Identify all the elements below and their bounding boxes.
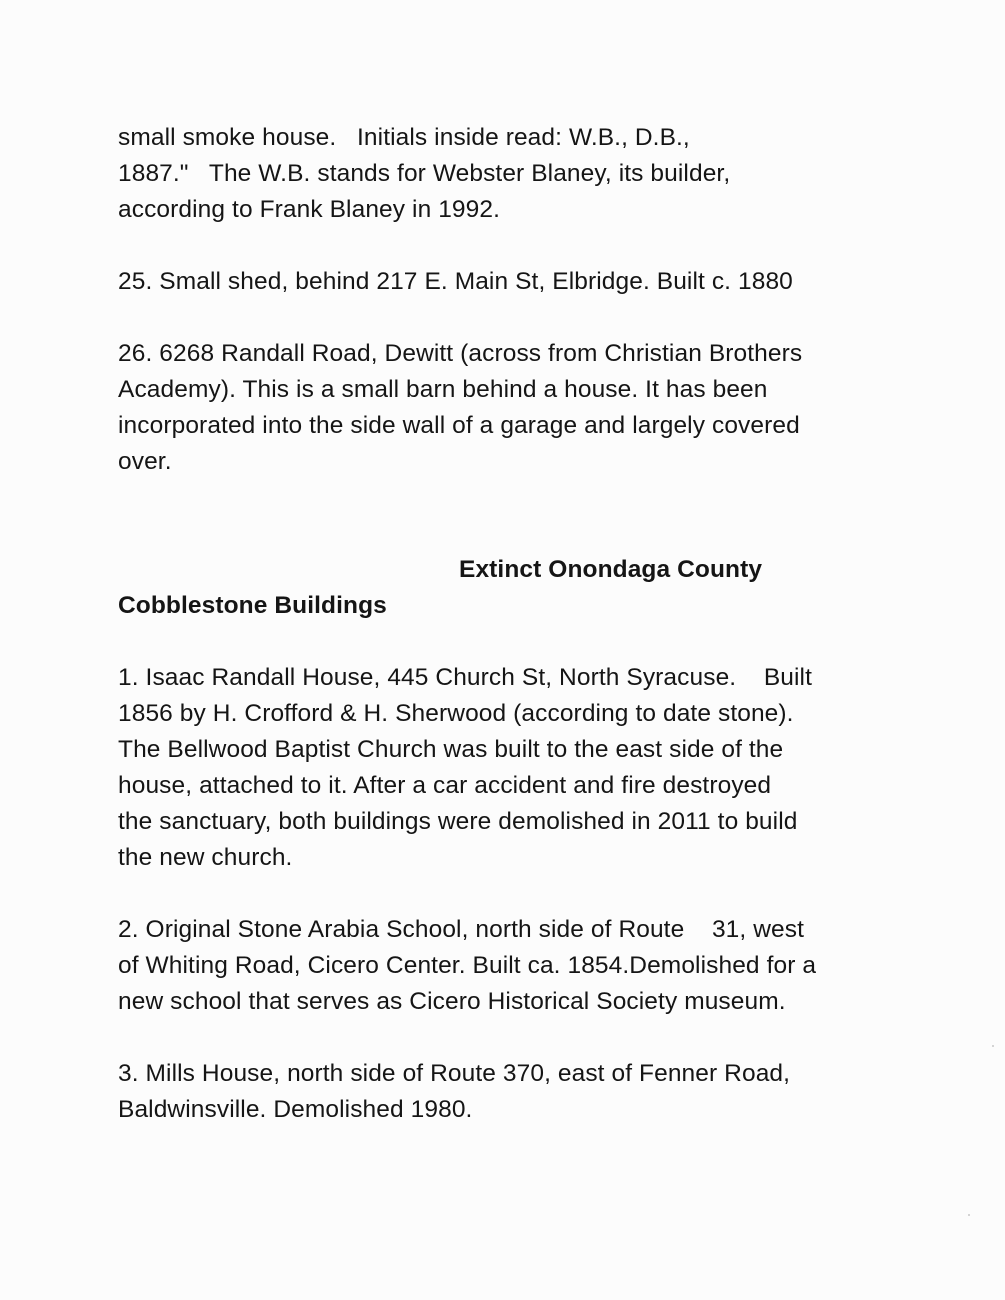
text-line: Academy). This is a small barn behind a house. It has been: [118, 376, 768, 403]
entry-line: 1. Isaac Randall House, 445 Church St, North Syracuse. Built: [118, 664, 812, 691]
entry-line: new school that serves as Cicero Historical Society museum.: [118, 988, 786, 1015]
section-heading-line-2: Cobblestone Buildings: [118, 592, 387, 619]
entry-line: Baldwinsville. Demolished 1980.: [118, 1096, 473, 1123]
text-line: over.: [118, 448, 172, 475]
text-line: according to Frank Blaney in 1992.: [118, 196, 501, 223]
text-line: 26. 6268 Randall Road, Dewitt (across from Christian Brothers: [118, 340, 803, 367]
scan-speck: [992, 1045, 994, 1047]
entry-line: 1856 by H. Crofford & H. Sherwood (according to date stone).: [118, 700, 794, 727]
scan-speck: [968, 1214, 970, 1216]
entry-line: 2. Original Stone Arabia School, north side of Route 31, west: [118, 916, 804, 943]
entry-line: the sanctuary, both buildings were demolished in 2011 to build: [118, 808, 798, 835]
entry-line: the new church.: [118, 844, 293, 871]
entry-line: of Whiting Road, Cicero Center. Built ca. 1854.Demolished for a: [118, 952, 817, 979]
entry-line: 3. Mills House, north side of Route 370, east of Fenner Road,: [118, 1060, 791, 1087]
text-line: 25. Small shed, behind 217 E. Main St, Elbridge. Built c. 1880: [118, 268, 793, 295]
text-line: small smoke house. Initials inside read: W.B., D.B.,: [118, 124, 690, 151]
text-line: 1887." The W.B. stands for Webster Blaney, its builder,: [118, 160, 731, 187]
entry-line: house, attached to it. After a car accident and fire destroyed: [118, 772, 772, 799]
text-line: incorporated into the side wall of a garage and largely covered: [118, 412, 800, 439]
section-heading-line-1: Extinct Onondaga County: [459, 556, 763, 583]
entry-line: The Bellwood Baptist Church was built to the east side of the: [118, 736, 784, 763]
